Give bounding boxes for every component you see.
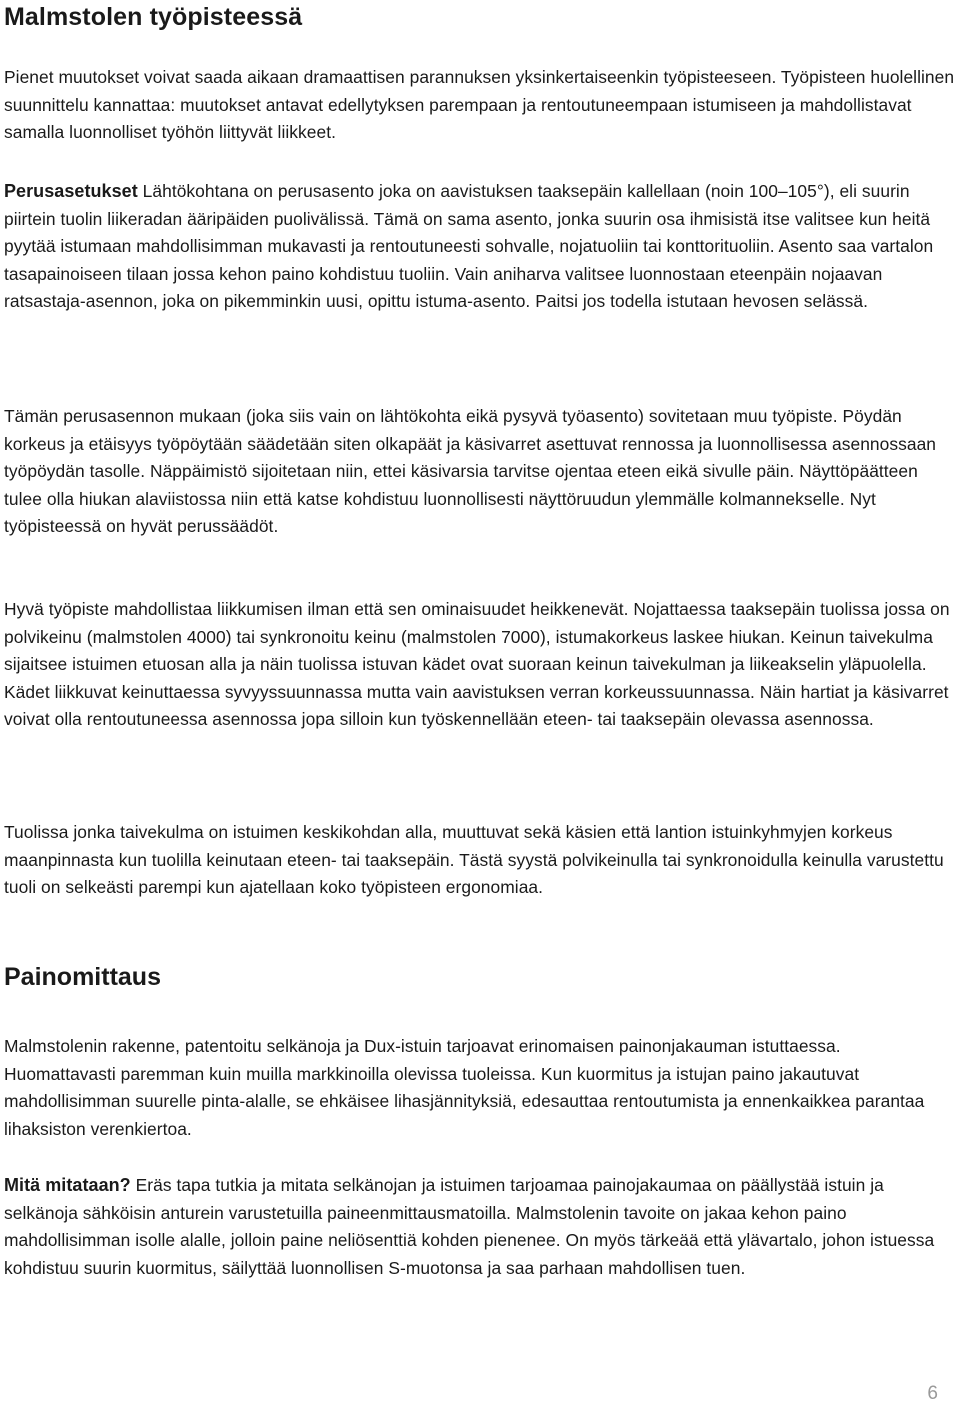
measure-lead: Mitä mitataan? (4, 1175, 131, 1195)
weight-paragraph: Malmstolenin rakenne, patentoitu selkänoja ja Dux-istuin tarjoavat erinomaisen painonjakauman istuttaessa. Huomattavasti paremman kuin muilla markkinoilla olevissa tuoleissa. Kun kuormitus ja istujan paino jakautuvat mahdollisimman suurelle pinta-alalle, se ehkäisee lihasjännityksiä, edesauttaa rentoutumista ja ennenkaikkea parantaa lihaksiston verenkiertoa. (4, 1036, 925, 1139)
tilt-paragraph: Tuolissa jonka taivekulma on istuimen keskikohdan alla, muuttuvat sekä käsien että lantion istuinkyhmyjen korkeus maanpinnasta kun tuolilla keinutaan eteen- tai taaksepäin. Tästä syystä polvikeinulla tai synkronoidulla keinulla varustettu tuoli on selkeästi parempi kun ajatellaan koko työpisteen ergonomiaa. (4, 822, 944, 897)
basics-text: Lähtökohtana on perusasento joka on aavistuksen taaksepäin kallellaan (noin 100–105°), eli suurin piirtein tuolin liikeradan ääripäiden puolivälissä. Tämä on sama asento, jonka suurin osa ihmisistä itse valitsee kun heitä pyytää istumaan mahdollisimman mukavasti ja rentoutuneesti sohvalle, nojatuoliin tai konttorituoliin. Asento saa vartalon tasapainoiseen tilaan jossa kehon paino kohdistuu tuoliin. Vain aniharva valitsee luonnostaan eteenpäin nojaavan ratsastaja-asennon, joka on pikemminkin uusi, opittu istuma-asento. Paitsi jos todella istutaan hevosen selässä. (4, 181, 934, 311)
movement-paragraph: Hyvä työpiste mahdollistaa liikkumisen ilman että sen ominaisuudet heikkenevät. Nojattaessa taaksepäin tuolissa jossa on polvikeinu (malmstolen 4000) tai synkronoitu keinu (malmstolen 7000), istumakorkeus laskee hiukan. Keinun taivekulma sijaitsee istuimen etuosan alla ja näin tuolissa istuvan kädet ovat suoraan keinun taivekulman ja liikeakselin yläpuolella. Kädet liikkuvat keinuttaessa syvyyssuunnassa mutta vain aavistuksen verran korkeussuunnassa. Näin hartiat ja käsivarret voivat olla rentoutuneessa asennossa jopa silloin kun työskennellään eteen- tai taaksepäin olevassa asennossa. (4, 599, 950, 729)
measure-text: Eräs tapa tutkia ja mitata selkänojan ja istuimen tarjoamaa painojakaumaa on päällystää istuin ja selkänoja sähköisin anturein varustetuilla paineenmittausmatoilla. Malmstolenin tavoite on jakaa kehon paino mahdollisimman isolle alalle, jolloin paine neliösenttiä kohden pienenee. On myös tärkeää että ylävartalo, johon istuessa kohdistuu suurin kuormitus, säilyttää luonnollisen S-muotonsa ja saa parhaan mahdollisen tuen. (4, 1175, 935, 1278)
page-title: Malmstolen työpisteessä (4, 3, 303, 31)
basics-lead: Perusasetukset (4, 181, 138, 201)
adjustment-paragraph: Tämän perusasennon mukaan (joka siis vain on lähtökohta eikä pysyvä työasento) sovitetaan muu työpiste. Pöydän korkeus ja etäisyys työpöytään säädetään siten olkapäät ja käsivarret asettuvat rennossa ja luonnollisessa asennossaan työpöydän tasolle. Näppäimistö sijoitetaan niin, ettei käsivarsia tarvitse ojentaa eteen eikä sivulle päin. Näyttöpäätteen tulee olla hiukan alaviistossa niin että katse kohdistuu luonnollisesti näyttöruudun ylemmälle kolmannekselle. Nyt työpisteessä on hyvät perussäädöt. (4, 406, 937, 536)
measure-paragraph (4, 1172, 956, 1282)
basics-paragraph (4, 178, 956, 316)
section-title-weight: Painomittaus (4, 963, 161, 991)
page-number: 6 (927, 1383, 938, 1404)
intro-paragraph: Pienet muutokset voivat saada aikaan dramaattisen parannuksen yksinkertaiseenkin työpisteeseen. Työpisteen huolellinen suunnittelu kannattaa: muutokset antavat edellytyksen parempaan ja rentoutuneempaan istumiseen ja mahdollistavat samalla luonnolliset työhön liittyvät liikkeet. (4, 67, 955, 142)
